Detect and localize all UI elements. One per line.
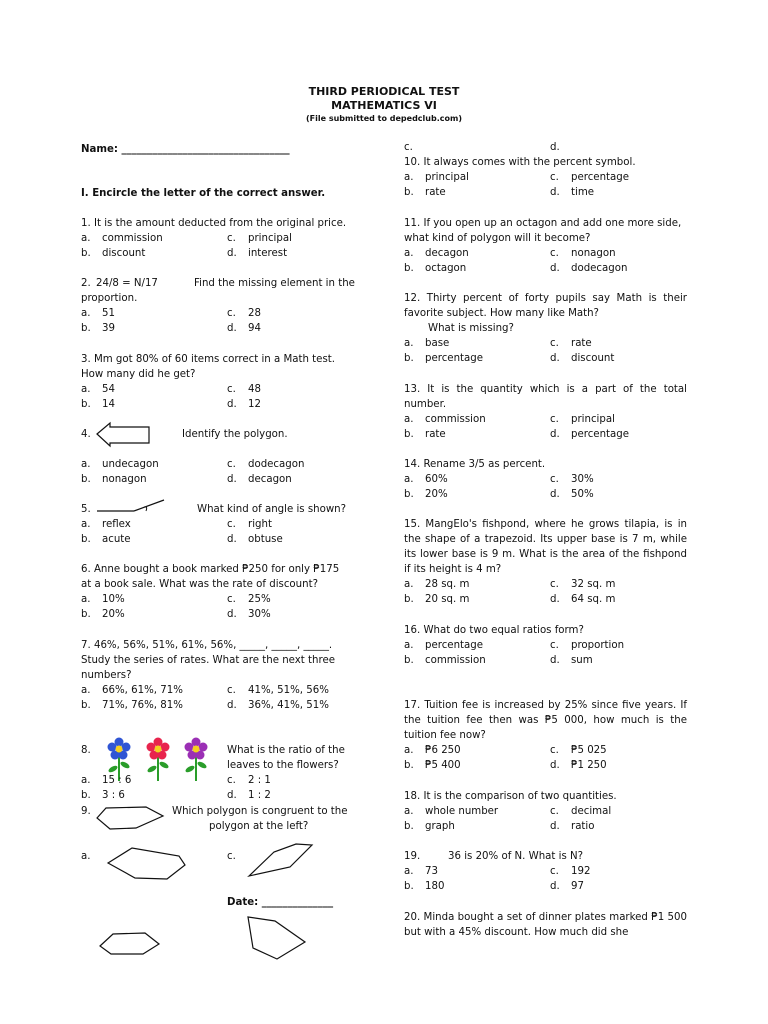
q15-letter-a: a.: [404, 579, 414, 590]
q13-option-c: principal: [571, 414, 615, 425]
q6-letter-a: a.: [81, 594, 91, 605]
q2-option-c: 28: [248, 308, 261, 319]
q10-option-d: time: [571, 187, 595, 198]
flower-icon-red: [146, 738, 169, 782]
q4-letter-a: a.: [81, 459, 91, 470]
q9-right-letter-d: d.: [550, 142, 560, 153]
q8-letter-a: a.: [81, 775, 91, 786]
q8-number: 8.: [81, 745, 91, 756]
q3-option-a: 54: [102, 384, 115, 395]
q11-letter-c: c.: [550, 248, 559, 259]
q5-letter-b: b.: [81, 534, 91, 545]
q20-text: 20. Minda bought a set of dinner plates marked ₱1 500 but with a 45% discount. How much did she: [404, 912, 687, 938]
q19-letter-c: c.: [550, 866, 559, 877]
q16-option-b: commission: [425, 655, 486, 666]
q15-option-a: 28 sq. m: [425, 579, 470, 590]
q4-option-d: decagon: [248, 474, 292, 485]
flower-icon-purple: [184, 738, 207, 782]
q11-option-b: octagon: [425, 263, 467, 274]
q4-option-a: undecagon: [102, 459, 159, 470]
q15-option-c: 32 sq. m: [571, 579, 616, 590]
arrow-polygon-figure: [96, 422, 152, 448]
q6-option-b: 20%: [102, 609, 125, 620]
q4-letter-b: b.: [81, 474, 91, 485]
q12-option-d: discount: [571, 353, 615, 364]
q16-option-a: percentage: [425, 640, 483, 651]
q9-right-letter-c: c.: [404, 142, 413, 153]
q13-option-d: percentage: [571, 429, 629, 440]
q8-letter-c: c.: [227, 775, 236, 786]
q3-letter-b: b.: [81, 399, 91, 410]
q1-option-d: interest: [248, 248, 288, 259]
test-subject: MATHEMATICS VI: [331, 99, 437, 112]
q19-number: 19.: [404, 851, 421, 862]
q12-option-c: rate: [571, 338, 592, 349]
q7-option-d: 36%, 41%, 51%: [248, 700, 329, 711]
section-instruction: I. Encircle the letter of the correct answer.: [81, 188, 326, 199]
q2-letter-d: d.: [227, 323, 237, 334]
q11-letter-a: a.: [404, 248, 414, 259]
q4-text: Identify the polygon.: [182, 429, 288, 440]
q11-text: 11. If you open up an octagon and add one more side,: [404, 218, 682, 229]
q7-text-cont2: numbers?: [81, 670, 132, 681]
q2-option-b: 39: [102, 323, 115, 334]
q18-letter-c: c.: [550, 806, 559, 817]
q2-letter-a: a.: [81, 308, 91, 319]
q9-number: 9.: [81, 806, 91, 817]
q18-letter-a: a.: [404, 806, 414, 817]
q4-letter-c: c.: [227, 459, 236, 470]
q18-option-d: ratio: [571, 821, 595, 832]
q9-text: Which polygon is congruent to the: [172, 806, 348, 817]
q17-option-d: ₱1 250: [571, 760, 607, 771]
q6-option-c: 25%: [248, 594, 271, 605]
q6-letter-b: b.: [81, 609, 91, 620]
q19-option-d: 97: [571, 881, 584, 892]
test-source: (File submitted to depedclub.com): [306, 114, 462, 123]
q16-letter-a: a.: [404, 640, 414, 651]
pentagon-reference-figure: [96, 806, 166, 830]
q6-text-cont: at a book sale. What was the rate of discount?: [81, 579, 318, 590]
q11-letter-b: b.: [404, 263, 414, 274]
polygon-option-d-figure: [245, 916, 307, 960]
q8-text: What is the ratio of the: [227, 745, 345, 756]
q16-letter-d: d.: [550, 655, 560, 666]
q6-option-a: 10%: [102, 594, 125, 605]
q7-text: 7. 46%, 56%, 51%, 61%, 56%, _____, _____, _____.: [81, 640, 333, 651]
q12-letter-a: a.: [404, 338, 414, 349]
q3-letter-a: a.: [81, 384, 91, 395]
q10-option-c: percentage: [571, 172, 629, 183]
q11-text-cont: what kind of polygon will it become?: [404, 233, 591, 244]
q10-option-b: rate: [425, 187, 446, 198]
q5-text: What kind of angle is shown?: [197, 504, 347, 515]
q10-option-a: principal: [425, 172, 469, 183]
q17-letter-b: b.: [404, 760, 414, 771]
q7-letter-c: c.: [227, 685, 236, 696]
q13-option-a: commission: [425, 414, 486, 425]
q2-letter-b: b.: [81, 323, 91, 334]
angle-figure: [96, 498, 166, 512]
q14-letter-d: d.: [550, 489, 560, 500]
q15-letter-d: d.: [550, 594, 560, 605]
q1-text: 1. It is the amount deducted from the original price.: [81, 218, 347, 229]
q2-text: Find the missing element in the: [194, 278, 355, 289]
name-field-label: Name: _________________________________: [81, 144, 290, 155]
q5-option-c: right: [248, 519, 272, 530]
q17-option-b: ₱5 400: [425, 760, 461, 771]
q7-option-b: 71%, 76%, 81%: [102, 700, 183, 711]
q6-letter-c: c.: [227, 594, 236, 605]
q19-letter-d: d.: [550, 881, 560, 892]
q15-option-b: 20 sq. m: [425, 594, 470, 605]
q13-letter-c: c.: [550, 414, 559, 425]
q2-letter-c: c.: [227, 308, 236, 319]
q10-letter-a: a.: [404, 172, 414, 183]
q13-letter-b: b.: [404, 429, 414, 440]
q3-option-c: 48: [248, 384, 261, 395]
q19-letter-a: a.: [404, 866, 414, 877]
q13-option-b: rate: [425, 429, 446, 440]
q2-option-d: 94: [248, 323, 261, 334]
polygon-option-b-figure: [99, 932, 161, 956]
q18-letter-b: b.: [404, 821, 414, 832]
q11-option-a: decagon: [425, 248, 469, 259]
q11-option-d: dodecagon: [571, 263, 628, 274]
q16-letter-c: c.: [550, 640, 559, 651]
q16-option-d: sum: [571, 655, 593, 666]
q4-number: 4.: [81, 429, 91, 440]
q18-option-c: decimal: [571, 806, 612, 817]
q9-text-cont: polygon at the left?: [209, 821, 309, 832]
q3-text: 3. Mm got 80% of 60 items correct in a Math test.: [81, 354, 335, 365]
q5-number: 5.: [81, 504, 91, 515]
q5-option-d: obtuse: [248, 534, 283, 545]
q12-letter-c: c.: [550, 338, 559, 349]
q8-option-c: 2 : 1: [248, 775, 271, 786]
q2-text-cont: proportion.: [81, 293, 138, 304]
q12-letter-b: b.: [404, 353, 414, 364]
q3-text-cont: How many did he get?: [81, 369, 196, 380]
q7-option-a: 66%, 61%, 71%: [102, 685, 183, 696]
q14-letter-a: a.: [404, 474, 414, 485]
q18-option-a: whole number: [425, 806, 499, 817]
q4-option-c: dodecagon: [248, 459, 305, 470]
q14-letter-c: c.: [550, 474, 559, 485]
polygon-option-a-figure: [107, 847, 187, 881]
q12-text: 12. Thirty percent of forty pupils say Math is their favorite subject. How many like Math?: [404, 293, 687, 319]
q14-option-c: 30%: [571, 474, 594, 485]
q4-letter-d: d.: [227, 474, 237, 485]
q5-option-a: reflex: [102, 519, 131, 530]
q1-letter-c: c.: [227, 233, 236, 244]
q16-option-c: proportion: [571, 640, 625, 651]
q9-option-c-label: c.: [227, 851, 236, 862]
q17-option-a: ₱6 250: [425, 745, 461, 756]
q13-letter-d: d.: [550, 429, 560, 440]
q17-letter-a: a.: [404, 745, 414, 756]
q8-letter-b: b.: [81, 790, 91, 801]
q5-letter-c: c.: [227, 519, 236, 530]
q17-option-c: ₱5 025: [571, 745, 607, 756]
q7-letter-d: d.: [227, 700, 237, 711]
q10-letter-c: c.: [550, 172, 559, 183]
q1-option-a: commission: [102, 233, 163, 244]
q8-letter-d: d.: [227, 790, 237, 801]
q12-letter-d: d.: [550, 353, 560, 364]
q18-option-b: graph: [425, 821, 455, 832]
q18-text: 18. It is the comparison of two quantities.: [404, 791, 617, 802]
q7-text-cont: Study the series of rates. What are the next three: [81, 655, 335, 666]
q18-letter-d: d.: [550, 821, 560, 832]
q16-text: 16. What do two equal ratios form?: [404, 625, 584, 636]
q3-letter-d: d.: [227, 399, 237, 410]
q14-letter-b: b.: [404, 489, 414, 500]
q1-letter-b: b.: [81, 248, 91, 259]
q17-text: 17. Tuition fee is increased by 25% since five years. If the tuition fee then was ₱5 000, how much is the tuition fee now?: [404, 700, 687, 741]
q13-text: 13. It is the quantity which is a part of the total number.: [404, 384, 687, 410]
q8-option-d: 1 : 2: [248, 790, 271, 801]
q15-letter-c: c.: [550, 579, 559, 590]
test-title: THIRD PERIODICAL TEST: [308, 85, 460, 98]
q16-letter-b: b.: [404, 655, 414, 666]
q14-option-b: 20%: [425, 489, 448, 500]
q5-option-b: acute: [102, 534, 131, 545]
q15-option-d: 64 sq. m: [571, 594, 616, 605]
q9-option-a-label: a.: [81, 851, 91, 862]
q2-number: 2.: [81, 278, 91, 289]
q11-option-c: nonagon: [571, 248, 616, 259]
q1-option-b: discount: [102, 248, 146, 259]
q14-text: 14. Rename 3/5 as percent.: [404, 459, 546, 470]
q6-letter-d: d.: [227, 609, 237, 620]
q6-option-d: 30%: [248, 609, 271, 620]
polygon-option-c-figure: [248, 842, 314, 878]
q3-option-b: 14: [102, 399, 115, 410]
q5-letter-d: d.: [227, 534, 237, 545]
q12-option-b: percentage: [425, 353, 483, 364]
q8-option-b: 3 : 6: [102, 790, 125, 801]
q12-option-a: base: [425, 338, 450, 349]
q10-letter-b: b.: [404, 187, 414, 198]
q7-option-c: 41%, 51%, 56%: [248, 685, 329, 696]
q17-letter-c: c.: [550, 745, 559, 756]
q15-letter-b: b.: [404, 594, 414, 605]
q3-letter-c: c.: [227, 384, 236, 395]
q19-option-a: 73: [425, 866, 438, 877]
q12-text-cont: What is missing?: [428, 323, 514, 334]
date-field-label: Date: ______________: [227, 897, 334, 908]
q14-option-a: 60%: [425, 474, 448, 485]
q8-option-a: 15 : 6: [102, 775, 132, 786]
q13-letter-a: a.: [404, 414, 414, 425]
q19-text: 36 is 20% of N. What is N?: [448, 851, 584, 862]
q2-option-a: 51: [102, 308, 115, 319]
q4-option-b: nonagon: [102, 474, 147, 485]
q7-letter-b: b.: [81, 700, 91, 711]
q10-letter-d: d.: [550, 187, 560, 198]
q6-text: 6. Anne bought a book marked ₱250 for only ₱175: [81, 564, 340, 575]
q10-text: 10. It always comes with the percent symbol.: [404, 157, 636, 168]
q17-letter-d: d.: [550, 760, 560, 771]
q19-option-c: 192: [571, 866, 591, 877]
q3-option-d: 12: [248, 399, 261, 410]
q15-text: 15. MangElo's fishpond, where he grows tilapia, is in the shape of a trapezoid. Its upper base is 7 m, while its lower base is 9 m. What is the area of the fishpond if its height is 4 m?: [404, 519, 687, 575]
q19-letter-b: b.: [404, 881, 414, 892]
q19-option-b: 180: [425, 881, 445, 892]
q2-ratio: 24/8 = N/17: [96, 278, 158, 289]
q8-text-cont: leaves to the flowers?: [227, 760, 339, 771]
q14-option-d: 50%: [571, 489, 594, 500]
q5-letter-a: a.: [81, 519, 91, 530]
q1-letter-d: d.: [227, 248, 237, 259]
q11-letter-d: d.: [550, 263, 560, 274]
q7-letter-a: a.: [81, 685, 91, 696]
q1-letter-a: a.: [81, 233, 91, 244]
q1-option-c: principal: [248, 233, 292, 244]
